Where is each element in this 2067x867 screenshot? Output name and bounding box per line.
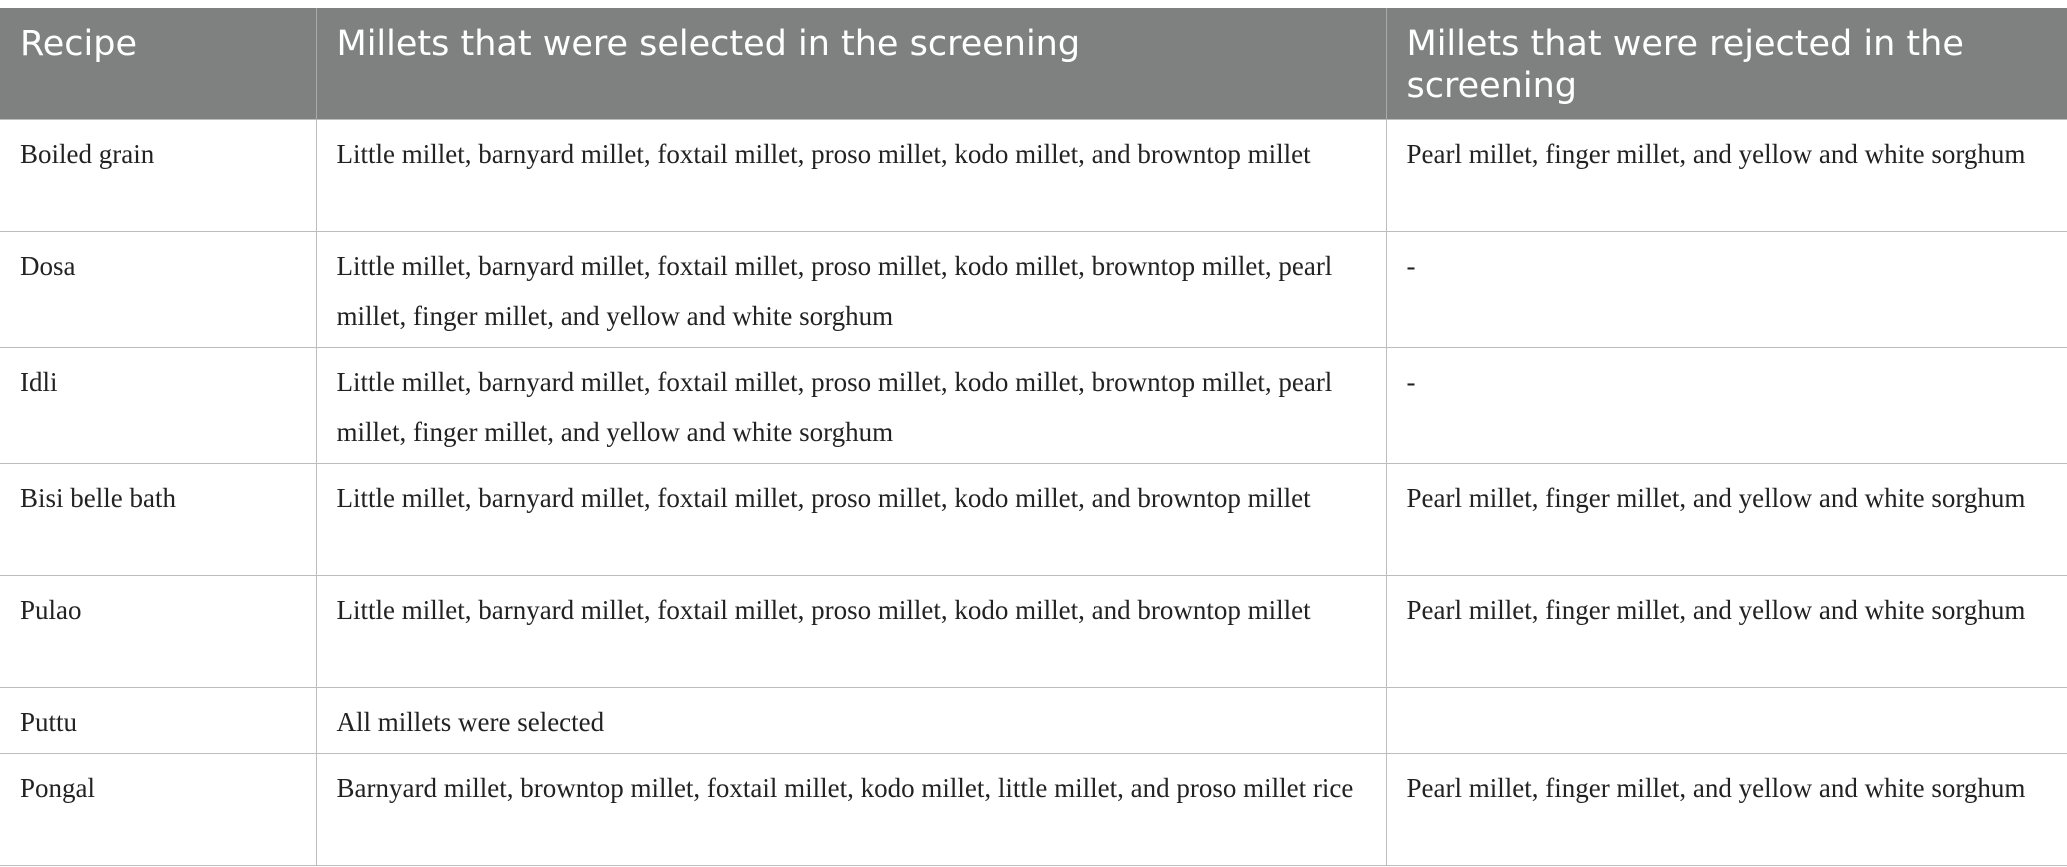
recipe-cell: Pongal <box>0 754 316 866</box>
recipe-cell: Boiled grain <box>0 120 316 232</box>
header-rejected-millets: Millets that were rejected in the screening <box>1386 8 2067 120</box>
selected-cell: Little millet, barnyard millet, foxtail millet, proso millet, kodo millet, and browntop millet <box>316 464 1386 576</box>
rejected-cell: Pearl millet, finger millet, and yellow and white sorghum <box>1386 120 2067 232</box>
millet-screening-table <box>0 8 2067 866</box>
table-row <box>0 120 2067 232</box>
rejected-cell: Pearl millet, finger millet, and yellow and white sorghum <box>1386 754 2067 866</box>
selected-cell: Little millet, barnyard millet, foxtail millet, proso millet, kodo millet, and browntop millet <box>316 576 1386 688</box>
recipe-cell: Idli <box>0 348 316 464</box>
rejected-cell: Pearl millet, finger millet, and yellow and white sorghum <box>1386 576 2067 688</box>
header-selected-millets: Millets that were selected in the screening <box>316 8 1386 120</box>
table-header-row <box>0 8 2067 120</box>
recipe-cell: Bisi belle bath <box>0 464 316 576</box>
recipe-cell: Dosa <box>0 232 316 348</box>
selected-cell: Little millet, barnyard millet, foxtail millet, proso millet, kodo millet, and browntop millet <box>316 120 1386 232</box>
rejected-cell: - <box>1386 348 2067 464</box>
recipe-cell: Puttu <box>0 688 316 754</box>
recipe-cell: Pulao <box>0 576 316 688</box>
table-row <box>0 232 2067 348</box>
selected-cell: Barnyard millet, browntop millet, foxtail millet, kodo millet, little millet, and proso millet rice <box>316 754 1386 866</box>
table-row <box>0 348 2067 464</box>
table-row <box>0 464 2067 576</box>
rejected-cell: Pearl millet, finger millet, and yellow and white sorghum <box>1386 464 2067 576</box>
table-row <box>0 576 2067 688</box>
selected-cell: Little millet, barnyard millet, foxtail millet, proso millet, kodo millet, browntop millet, pearl millet, finger millet, and yellow and white sorghum <box>316 348 1386 464</box>
selected-cell: All millets were selected <box>316 688 1386 754</box>
rejected-cell <box>1386 688 2067 754</box>
rejected-cell: - <box>1386 232 2067 348</box>
table-row <box>0 754 2067 866</box>
millet-screening-table-container <box>0 8 2067 866</box>
selected-cell: Little millet, barnyard millet, foxtail millet, proso millet, kodo millet, browntop millet, pearl millet, finger millet, and yellow and white sorghum <box>316 232 1386 348</box>
header-recipe: Recipe <box>0 8 316 120</box>
table-row <box>0 688 2067 754</box>
